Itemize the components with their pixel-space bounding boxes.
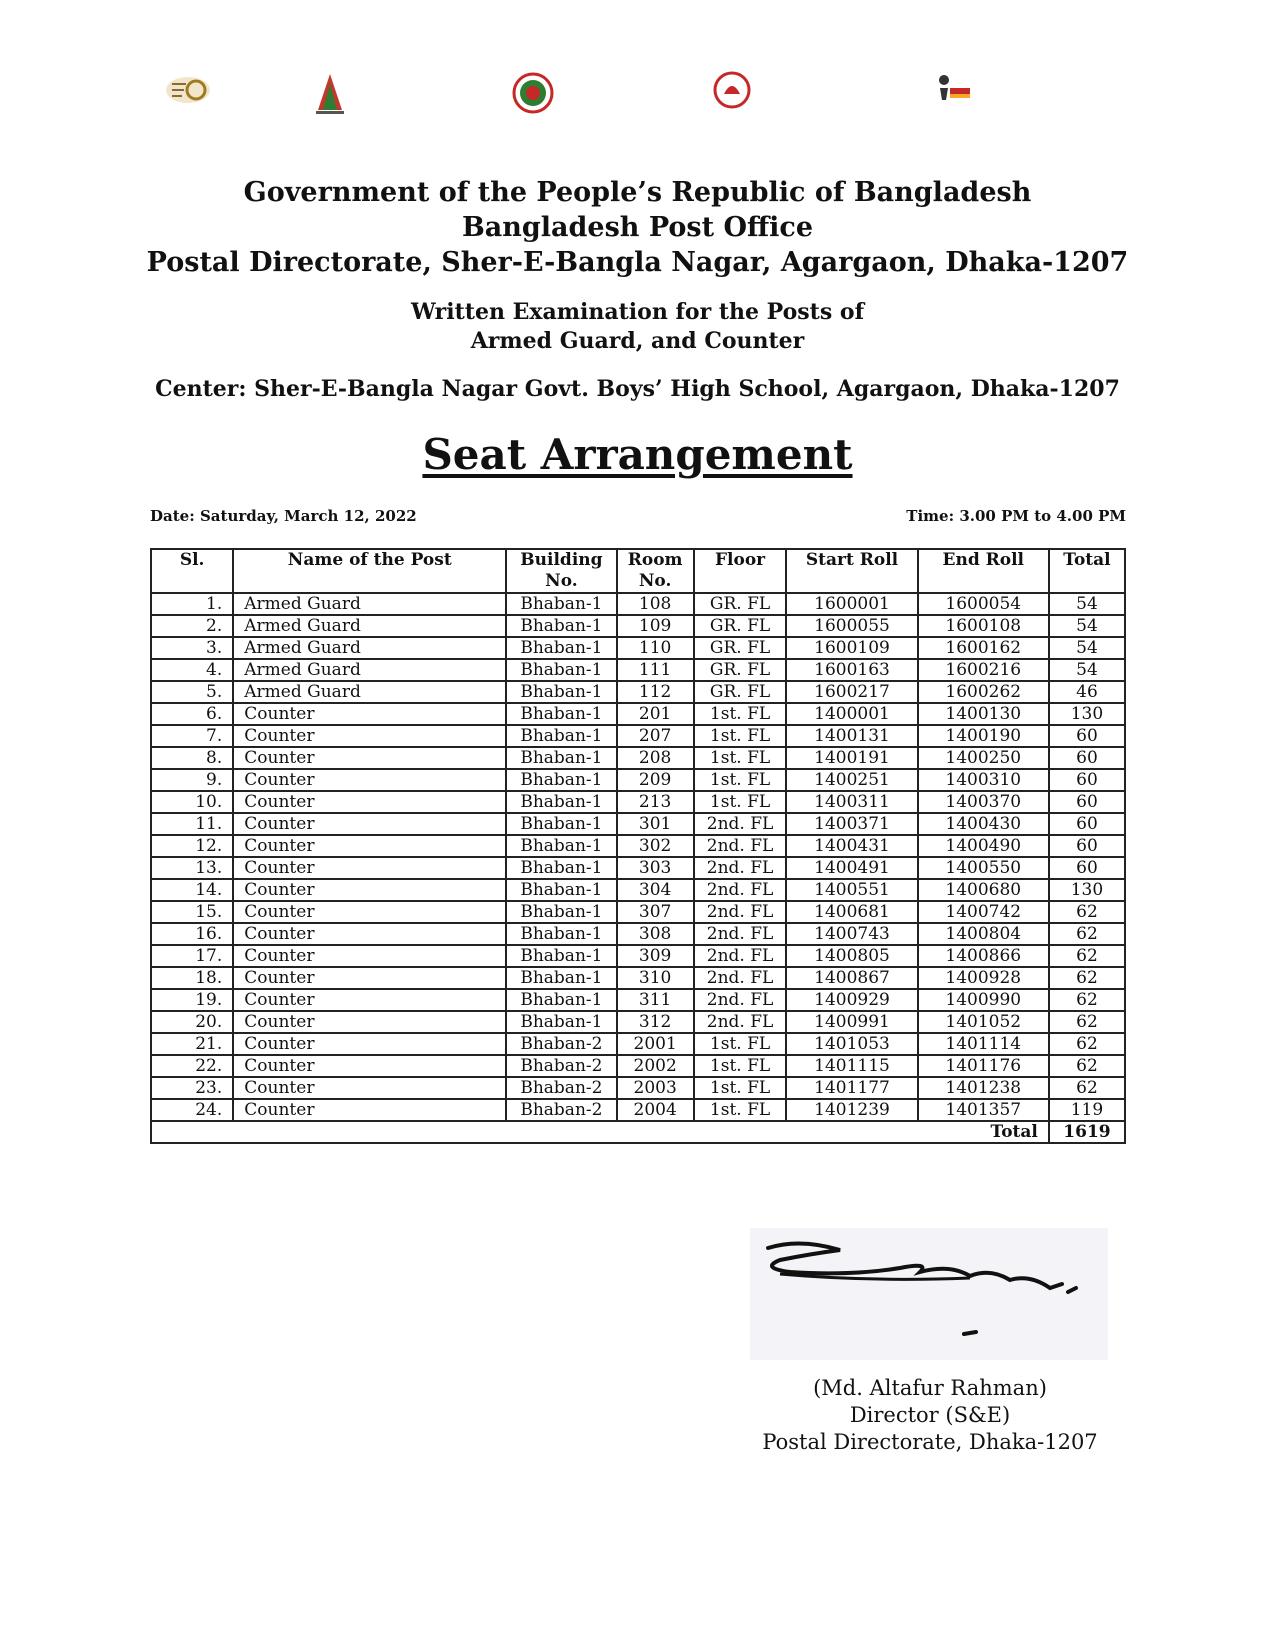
exam-line-1: Written Examination for the Posts of <box>410 299 865 325</box>
cell-start-roll: 1400131 <box>786 725 917 747</box>
cell-end-roll: 1400928 <box>918 967 1049 989</box>
cell-post: Counter <box>233 813 506 835</box>
cell-room: 2003 <box>617 1077 694 1099</box>
cell-sl: 15. <box>151 901 233 923</box>
cell-floor: 2nd. FL <box>694 901 787 923</box>
cell-post: Counter <box>233 769 506 791</box>
table-row <box>151 703 1125 725</box>
page-title: Seat Arrangement <box>422 430 853 479</box>
table-body <box>151 593 1125 1121</box>
cell-post: Armed Guard <box>233 681 506 703</box>
cell-post: Counter <box>233 1055 506 1077</box>
table-row <box>151 923 1125 945</box>
cell-start-roll: 1600109 <box>786 637 917 659</box>
table-row <box>151 1099 1125 1121</box>
cell-post: Armed Guard <box>233 659 506 681</box>
directorate-address: Postal Directorate, Sher-E-Bangla Nagar, Agargaon, Dhaka-1207 <box>146 247 1129 278</box>
cell-building: Bhaban-1 <box>506 703 616 725</box>
exam-center: Center: Sher-E-Bangla Nagar Govt. Boys’ High School, Agargaon, Dhaka-1207 <box>155 376 1120 402</box>
column-header-start-roll: Start Roll <box>786 549 917 593</box>
cell-room: 301 <box>617 813 694 835</box>
table-row <box>151 725 1125 747</box>
campaign-logo-icon <box>934 70 974 106</box>
cell-sl: 2. <box>151 615 233 637</box>
cell-start-roll: 1600217 <box>786 681 917 703</box>
cell-room: 208 <box>617 747 694 769</box>
cell-end-roll: 1400250 <box>918 747 1049 769</box>
cell-start-roll: 1400743 <box>786 923 917 945</box>
cell-floor: 2nd. FL <box>694 1011 787 1033</box>
cell-room: 207 <box>617 725 694 747</box>
signatory-designation: Director (S&E) <box>849 1403 1011 1427</box>
cell-total: 62 <box>1049 1055 1125 1077</box>
exam-line-2: Armed Guard, and Counter <box>470 328 805 354</box>
cell-sl: 11. <box>151 813 233 835</box>
cell-floor: 1st. FL <box>694 1099 787 1121</box>
cell-total: 62 <box>1049 1033 1125 1055</box>
document-header <box>0 175 1275 404</box>
cell-total: 46 <box>1049 681 1125 703</box>
cell-total: 54 <box>1049 593 1125 615</box>
table-row <box>151 1055 1125 1077</box>
table-row <box>151 615 1125 637</box>
cell-end-roll: 1400990 <box>918 989 1049 1011</box>
cell-building: Bhaban-1 <box>506 901 616 923</box>
cell-floor: 2nd. FL <box>694 923 787 945</box>
cell-post: Counter <box>233 1011 506 1033</box>
cell-total: 62 <box>1049 945 1125 967</box>
cell-post: Counter <box>233 791 506 813</box>
cell-end-roll: 1401176 <box>918 1055 1049 1077</box>
cell-floor: 1st. FL <box>694 1033 787 1055</box>
table-total-row <box>151 1121 1125 1143</box>
exam-date: Date: Saturday, March 12, 2022 <box>150 507 417 525</box>
cell-end-roll: 1600108 <box>918 615 1049 637</box>
cell-start-roll: 1401239 <box>786 1099 917 1121</box>
cell-room: 108 <box>617 593 694 615</box>
cell-sl: 24. <box>151 1099 233 1121</box>
cell-start-roll: 1401115 <box>786 1055 917 1077</box>
cell-room: 109 <box>617 615 694 637</box>
cell-floor: 2nd. FL <box>694 989 787 1011</box>
cell-post: Counter <box>233 923 506 945</box>
cell-total: 60 <box>1049 769 1125 791</box>
cell-end-roll: 1400190 <box>918 725 1049 747</box>
cell-post: Counter <box>233 989 506 1011</box>
cell-start-roll: 1400551 <box>786 879 917 901</box>
table-row <box>151 857 1125 879</box>
cell-floor: 2nd. FL <box>694 945 787 967</box>
cell-sl: 10. <box>151 791 233 813</box>
cell-floor: 2nd. FL <box>694 813 787 835</box>
cell-end-roll: 1400370 <box>918 791 1049 813</box>
cell-room: 309 <box>617 945 694 967</box>
signature-area <box>750 1228 1108 1360</box>
cell-end-roll: 1600162 <box>918 637 1049 659</box>
cell-floor: GR. FL <box>694 593 787 615</box>
cell-post: Counter <box>233 879 506 901</box>
signatory-block <box>735 1375 1125 1456</box>
cell-start-roll: 1400805 <box>786 945 917 967</box>
cell-building: Bhaban-1 <box>506 1011 616 1033</box>
cell-building: Bhaban-1 <box>506 637 616 659</box>
table-row <box>151 879 1125 901</box>
cell-sl: 8. <box>151 747 233 769</box>
cell-post: Armed Guard <box>233 593 506 615</box>
cell-total: 62 <box>1049 1011 1125 1033</box>
cell-building: Bhaban-2 <box>506 1033 616 1055</box>
cell-start-roll: 1600001 <box>786 593 917 615</box>
table-row <box>151 945 1125 967</box>
table-row <box>151 659 1125 681</box>
cell-total: 62 <box>1049 1077 1125 1099</box>
column-header-floor: Floor <box>694 549 787 593</box>
cell-post: Armed Guard <box>233 637 506 659</box>
cell-building: Bhaban-1 <box>506 615 616 637</box>
cell-start-roll: 1400311 <box>786 791 917 813</box>
cell-post: Counter <box>233 945 506 967</box>
signature-icon <box>750 1228 1108 1360</box>
cell-sl: 4. <box>151 659 233 681</box>
cell-start-roll: 1400867 <box>786 967 917 989</box>
cell-end-roll: 1401114 <box>918 1033 1049 1055</box>
exam-time: Time: 3.00 PM to 4.00 PM <box>906 507 1126 525</box>
memorial-logo-icon <box>310 70 350 118</box>
cell-sl: 12. <box>151 835 233 857</box>
cell-sl: 21. <box>151 1033 233 1055</box>
cell-post: Counter <box>233 835 506 857</box>
cell-building: Bhaban-1 <box>506 769 616 791</box>
cell-floor: GR. FL <box>694 637 787 659</box>
cell-total: 62 <box>1049 967 1125 989</box>
cell-sl: 6. <box>151 703 233 725</box>
table-row <box>151 901 1125 923</box>
table-row <box>151 1011 1125 1033</box>
table-row <box>151 791 1125 813</box>
cell-post: Counter <box>233 857 506 879</box>
cell-start-roll: 1400491 <box>786 857 917 879</box>
cell-post: Counter <box>233 901 506 923</box>
cell-sl: 14. <box>151 879 233 901</box>
column-header-building: Building No. <box>506 549 616 593</box>
cell-room: 303 <box>617 857 694 879</box>
table-row <box>151 769 1125 791</box>
cell-post: Counter <box>233 1077 506 1099</box>
cell-floor: 1st. FL <box>694 769 787 791</box>
cell-end-roll: 1400550 <box>918 857 1049 879</box>
cell-building: Bhaban-2 <box>506 1077 616 1099</box>
cell-total: 54 <box>1049 637 1125 659</box>
table-row <box>151 1033 1125 1055</box>
cell-post: Armed Guard <box>233 615 506 637</box>
cell-end-roll: 1600262 <box>918 681 1049 703</box>
cell-building: Bhaban-1 <box>506 681 616 703</box>
cell-floor: 2nd. FL <box>694 879 787 901</box>
cell-total: 60 <box>1049 835 1125 857</box>
cell-total: 62 <box>1049 923 1125 945</box>
column-header-sl: Sl. <box>151 549 233 593</box>
signatory-name: (Md. Altafur Rahman) <box>813 1376 1047 1400</box>
cell-total: 119 <box>1049 1099 1125 1121</box>
cell-total: 60 <box>1049 791 1125 813</box>
column-header-room: Room No. <box>617 549 694 593</box>
cell-start-roll: 1600163 <box>786 659 917 681</box>
cell-total: 62 <box>1049 901 1125 923</box>
cell-room: 213 <box>617 791 694 813</box>
cell-total: 60 <box>1049 857 1125 879</box>
cell-floor: GR. FL <box>694 681 787 703</box>
cell-total: 130 <box>1049 703 1125 725</box>
cell-building: Bhaban-1 <box>506 923 616 945</box>
department-title: Bangladesh Post Office <box>461 212 814 243</box>
table-row <box>151 989 1125 1011</box>
cell-building: Bhaban-1 <box>506 835 616 857</box>
cell-floor: 1st. FL <box>694 725 787 747</box>
cell-room: 209 <box>617 769 694 791</box>
cell-building: Bhaban-1 <box>506 747 616 769</box>
cell-post: Counter <box>233 725 506 747</box>
cell-start-roll: 1401177 <box>786 1077 917 1099</box>
cell-start-roll: 1400929 <box>786 989 917 1011</box>
table-row <box>151 967 1125 989</box>
cell-post: Counter <box>233 703 506 725</box>
signatory-office: Postal Directorate, Dhaka-1207 <box>762 1430 1098 1454</box>
cell-start-roll: 1400681 <box>786 901 917 923</box>
table-row <box>151 747 1125 769</box>
cell-total: 54 <box>1049 659 1125 681</box>
column-header-total: Total <box>1049 549 1125 593</box>
logo-strip <box>0 70 1275 122</box>
cell-end-roll: 1400680 <box>918 879 1049 901</box>
cell-sl: 9. <box>151 769 233 791</box>
total-value: 1619 <box>1049 1121 1125 1143</box>
cell-floor: 1st. FL <box>694 1055 787 1077</box>
cell-room: 201 <box>617 703 694 725</box>
cell-room: 302 <box>617 835 694 857</box>
cell-sl: 1. <box>151 593 233 615</box>
cell-sl: 20. <box>151 1011 233 1033</box>
cell-end-roll: 1400490 <box>918 835 1049 857</box>
cell-end-roll: 1600216 <box>918 659 1049 681</box>
cell-end-roll: 1400310 <box>918 769 1049 791</box>
postal-emblem-icon <box>712 70 752 110</box>
cell-room: 304 <box>617 879 694 901</box>
table-header-row <box>151 549 1125 593</box>
cell-start-roll: 1400371 <box>786 813 917 835</box>
cell-start-roll: 1400991 <box>786 1011 917 1033</box>
cell-room: 311 <box>617 989 694 1011</box>
cell-end-roll: 1401052 <box>918 1011 1049 1033</box>
cell-post: Counter <box>233 1033 506 1055</box>
anniversary-logo-icon <box>162 70 214 110</box>
cell-building: Bhaban-1 <box>506 967 616 989</box>
cell-sl: 13. <box>151 857 233 879</box>
cell-building: Bhaban-1 <box>506 857 616 879</box>
cell-sl: 3. <box>151 637 233 659</box>
table-row <box>151 593 1125 615</box>
exam-description <box>0 298 1275 356</box>
cell-room: 2001 <box>617 1033 694 1055</box>
cell-start-roll: 1600055 <box>786 615 917 637</box>
cell-floor: 1st. FL <box>694 747 787 769</box>
cell-room: 312 <box>617 1011 694 1033</box>
cell-start-roll: 1401053 <box>786 1033 917 1055</box>
cell-post: Counter <box>233 967 506 989</box>
cell-total: 54 <box>1049 615 1125 637</box>
cell-end-roll: 1401357 <box>918 1099 1049 1121</box>
cell-total: 130 <box>1049 879 1125 901</box>
cell-building: Bhaban-1 <box>506 945 616 967</box>
cell-room: 2004 <box>617 1099 694 1121</box>
cell-end-roll: 1400130 <box>918 703 1049 725</box>
cell-building: Bhaban-1 <box>506 791 616 813</box>
cell-end-roll: 1401238 <box>918 1077 1049 1099</box>
cell-floor: 1st. FL <box>694 703 787 725</box>
cell-total: 60 <box>1049 747 1125 769</box>
cell-end-roll: 1400866 <box>918 945 1049 967</box>
cell-room: 111 <box>617 659 694 681</box>
cell-floor: 2nd. FL <box>694 857 787 879</box>
cell-room: 307 <box>617 901 694 923</box>
cell-start-roll: 1400001 <box>786 703 917 725</box>
cell-sl: 22. <box>151 1055 233 1077</box>
cell-building: Bhaban-2 <box>506 1099 616 1121</box>
cell-room: 110 <box>617 637 694 659</box>
cell-room: 112 <box>617 681 694 703</box>
cell-floor: 1st. FL <box>694 1077 787 1099</box>
cell-total: 62 <box>1049 989 1125 1011</box>
cell-sl: 18. <box>151 967 233 989</box>
cell-building: Bhaban-1 <box>506 593 616 615</box>
cell-end-roll: 1400804 <box>918 923 1049 945</box>
column-header-end-roll: End Roll <box>918 549 1049 593</box>
government-title: Government of the People’s Republic of Bangladesh <box>243 177 1032 208</box>
cell-start-roll: 1400251 <box>786 769 917 791</box>
table-row <box>151 1077 1125 1099</box>
column-header-post: Name of the Post <box>233 549 506 593</box>
total-label: Total <box>151 1121 1049 1143</box>
cell-end-roll: 1600054 <box>918 593 1049 615</box>
cell-end-roll: 1400742 <box>918 901 1049 923</box>
cell-building: Bhaban-1 <box>506 879 616 901</box>
cell-room: 310 <box>617 967 694 989</box>
cell-room: 308 <box>617 923 694 945</box>
cell-end-roll: 1400430 <box>918 813 1049 835</box>
cell-sl: 17. <box>151 945 233 967</box>
cell-room: 2002 <box>617 1055 694 1077</box>
cell-post: Counter <box>233 747 506 769</box>
cell-sl: 19. <box>151 989 233 1011</box>
cell-building: Bhaban-1 <box>506 725 616 747</box>
cell-building: Bhaban-1 <box>506 813 616 835</box>
cell-floor: 1st. FL <box>694 791 787 813</box>
government-seal-icon <box>512 70 554 116</box>
cell-building: Bhaban-1 <box>506 989 616 1011</box>
cell-floor: GR. FL <box>694 615 787 637</box>
table-row <box>151 681 1125 703</box>
cell-sl: 16. <box>151 923 233 945</box>
cell-sl: 5. <box>151 681 233 703</box>
cell-building: Bhaban-2 <box>506 1055 616 1077</box>
cell-total: 60 <box>1049 725 1125 747</box>
cell-sl: 7. <box>151 725 233 747</box>
seat-table <box>150 548 1126 1144</box>
cell-total: 60 <box>1049 813 1125 835</box>
table-row <box>151 835 1125 857</box>
table-row <box>151 813 1125 835</box>
cell-floor: 2nd. FL <box>694 967 787 989</box>
cell-floor: 2nd. FL <box>694 835 787 857</box>
cell-start-roll: 1400431 <box>786 835 917 857</box>
cell-building: Bhaban-1 <box>506 659 616 681</box>
cell-post: Counter <box>233 1099 506 1121</box>
table-row <box>151 637 1125 659</box>
cell-floor: GR. FL <box>694 659 787 681</box>
cell-sl: 23. <box>151 1077 233 1099</box>
cell-start-roll: 1400191 <box>786 747 917 769</box>
